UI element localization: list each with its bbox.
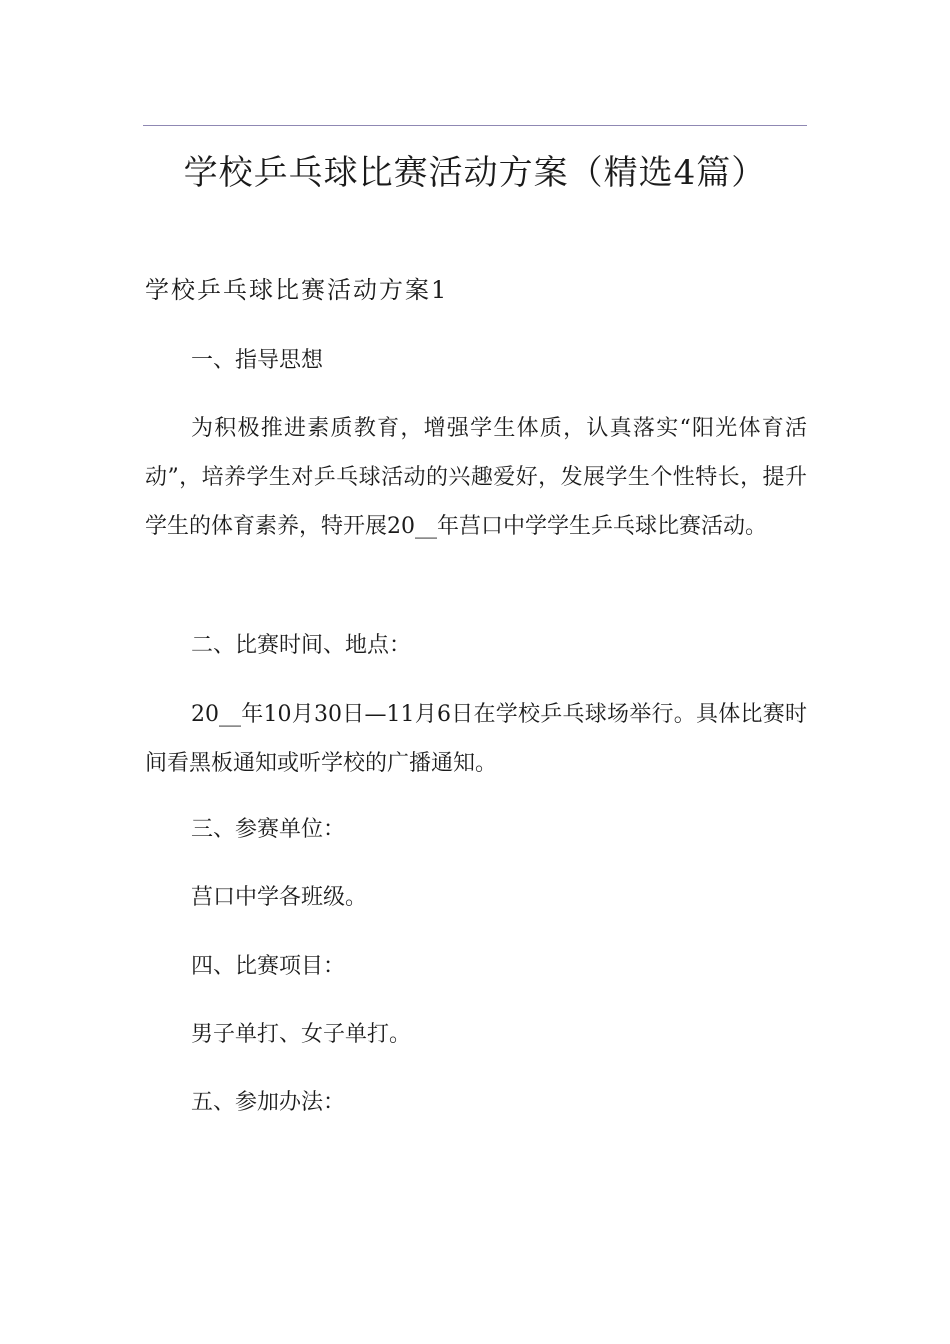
paragraph-participants-text: 莒口中学各班级。 <box>191 885 368 910</box>
paragraph-method-heading: 五、参加办法： <box>191 1090 346 1115</box>
paragraph-time-place-heading: 二、比赛时间、地点： <box>191 633 412 658</box>
paragraph-participants-heading: 三、参赛单位： <box>191 817 346 842</box>
paragraph-guiding-text: 为积极推进素质教育，增强学生体质，认真落实“阳光体育活动”，培养学生对乒乓球活动的兴趣爱好，发展学生个性特长，提升学生的体育素养，特开展20__年莒口中学学生乒乓球比赛活动。 <box>145 416 807 539</box>
paragraph-events-text: 男子单打、女子单打。 <box>191 1022 412 1047</box>
paragraph-guiding-heading: 一、指导思想 <box>191 348 324 373</box>
header-divider <box>143 125 807 126</box>
section-heading: 学校乒乓球比赛活动方案1 <box>145 276 449 304</box>
paragraph-events-heading: 四、比赛项目： <box>191 954 346 979</box>
document-title: 学校乒乓球比赛活动方案（精选4篇） <box>183 153 767 193</box>
paragraph-time-place-text: 20__年10月30日—11月6日在学校乒乓球场举行。具体比赛时间看黑板通知或听学校的广播通知。 <box>145 702 807 776</box>
